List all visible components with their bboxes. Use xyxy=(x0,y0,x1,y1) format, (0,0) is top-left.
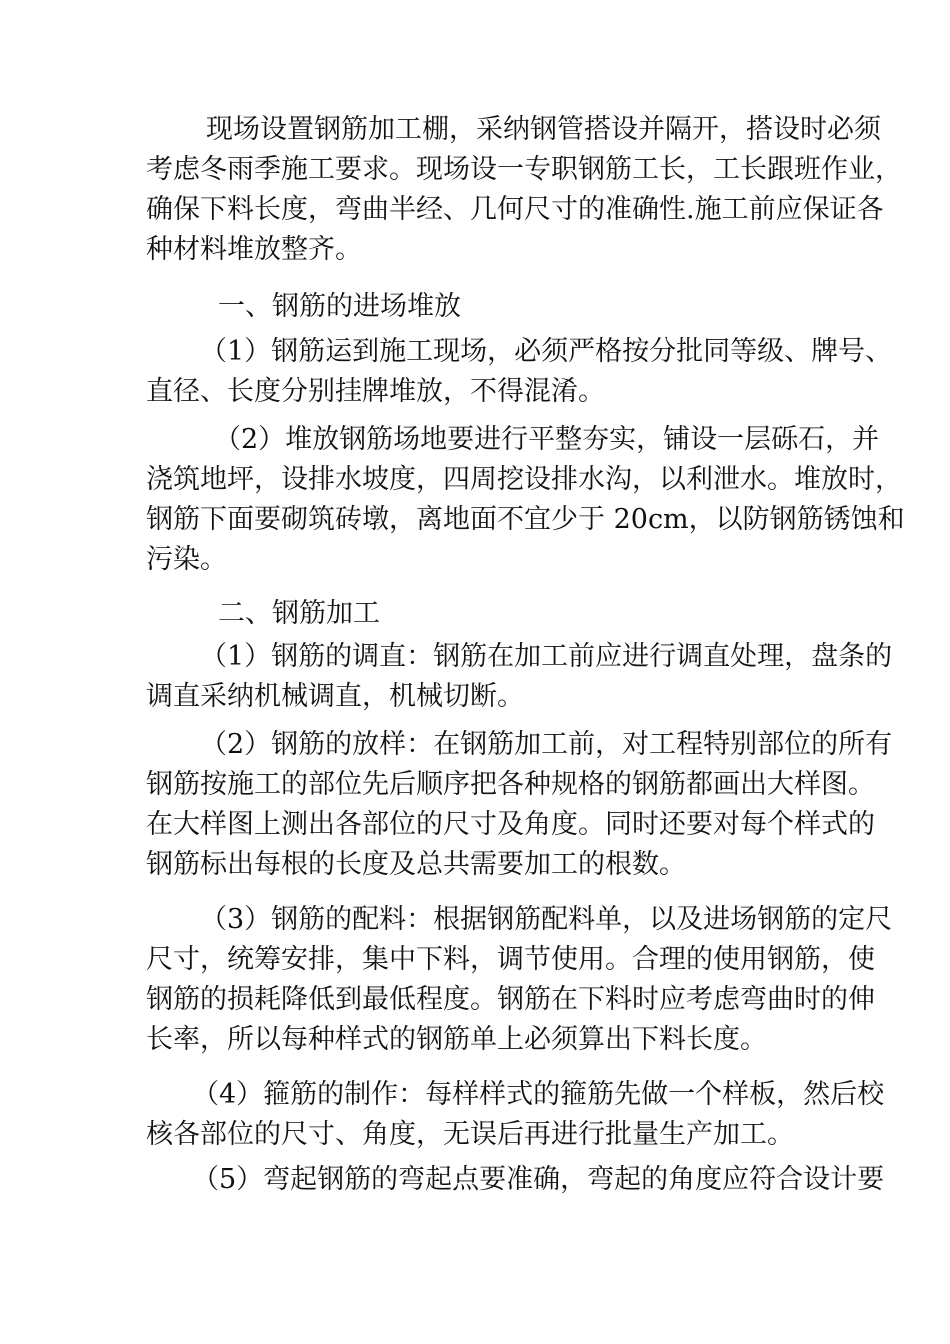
section2-item5-line-1: （5）弯起钢筋的弯起点要准确，弯起的角度应符合设计要 xyxy=(192,1164,885,1195)
section2-item3 xyxy=(146,900,893,1060)
section1-item1-line-1: （1）钢筋运到施工现场，必须严格按分批同等级、牌号、 xyxy=(200,336,893,367)
section1-item2-line-1: （2）堆放钢筋场地要进行平整夯实，铺设一层砾石，并 xyxy=(214,424,880,455)
section2-item2-line-1: （2）钢筋的放样：在钢筋加工前，对工程特别部位的所有 xyxy=(200,729,893,760)
section2-item1-line-1: （1）钢筋的调直：钢筋在加工前应进行调直处理，盘条的 xyxy=(200,641,893,672)
intro-line-4: 种材料堆放整齐。 xyxy=(146,234,362,265)
section2-item2 xyxy=(146,725,893,885)
section2-item2-line-2: 钢筋按施工的部位先后顺序把各种规格的钢筋都画出大样图。 xyxy=(146,769,875,800)
section2-item3-line-2: 尺寸，统筹安排，集中下料，调节使用。合理的使用钢筋，使 xyxy=(146,944,875,975)
intro-paragraph xyxy=(146,110,902,270)
section1-item2-line-4: 污染。 xyxy=(146,544,227,575)
section2-item3-line-3: 钢筋的损耗降低到最低程度。钢筋在下料时应考虑弯曲时的伸 xyxy=(146,984,875,1015)
section1-item1-line-2: 直径、长度分别挂牌堆放，不得混淆。 xyxy=(146,376,605,407)
section2-item2-line-3: 在大样图上测出各部位的尺寸及角度。同时还要对每个样式的 xyxy=(146,809,875,840)
intro-line-3: 确保下料长度，弯曲半经、几何尺寸的准确性.施工前应保证各 xyxy=(146,194,884,225)
section2-item5 xyxy=(146,1160,885,1200)
section1-item1 xyxy=(146,332,893,412)
section1-item2-line-3: 钢筋下面要砌筑砖墩，离地面不宜少于 20cm，以防钢筋锈蚀和 xyxy=(146,504,905,535)
section2-item4 xyxy=(146,1075,885,1155)
section2-item1-line-2: 调直采纳机械调直，机械切断。 xyxy=(146,681,524,712)
section2-item3-line-1: （3）钢筋的配料：根据钢筋配料单，以及进场钢筋的定尺 xyxy=(200,904,893,935)
section2-item3-line-4: 长率，所以每种样式的钢筋单上必须算出下料长度。 xyxy=(146,1024,767,1055)
section1-item2-line-2: 浇筑地坪，设排水坡度，四周挖设排水沟，以利泄水。堆放时， xyxy=(146,464,902,495)
section2-item4-line-2: 核各部位的尺寸、角度，无误后再进行批量生产加工。 xyxy=(146,1119,794,1150)
section2-item1 xyxy=(146,637,893,717)
intro-line-2: 考虑冬雨季施工要求。现场设一专职钢筋工长，工长跟班作业， xyxy=(146,154,902,185)
intro-line-1: 现场设置钢筋加工棚，采纳钢管搭设并隔开，搭设时必须 xyxy=(206,114,881,145)
section2-item2-line-4: 钢筋标出每根的长度及总共需要加工的根数。 xyxy=(146,849,686,880)
section2-item4-line-1: （4）箍筋的制作：每样样式的箍筋先做一个样板，然后校 xyxy=(192,1079,885,1110)
section1-heading: 一、钢筋的进场堆放 xyxy=(218,291,461,322)
section2-heading: 二、钢筋加工 xyxy=(218,598,380,629)
section1-item2 xyxy=(146,420,905,580)
